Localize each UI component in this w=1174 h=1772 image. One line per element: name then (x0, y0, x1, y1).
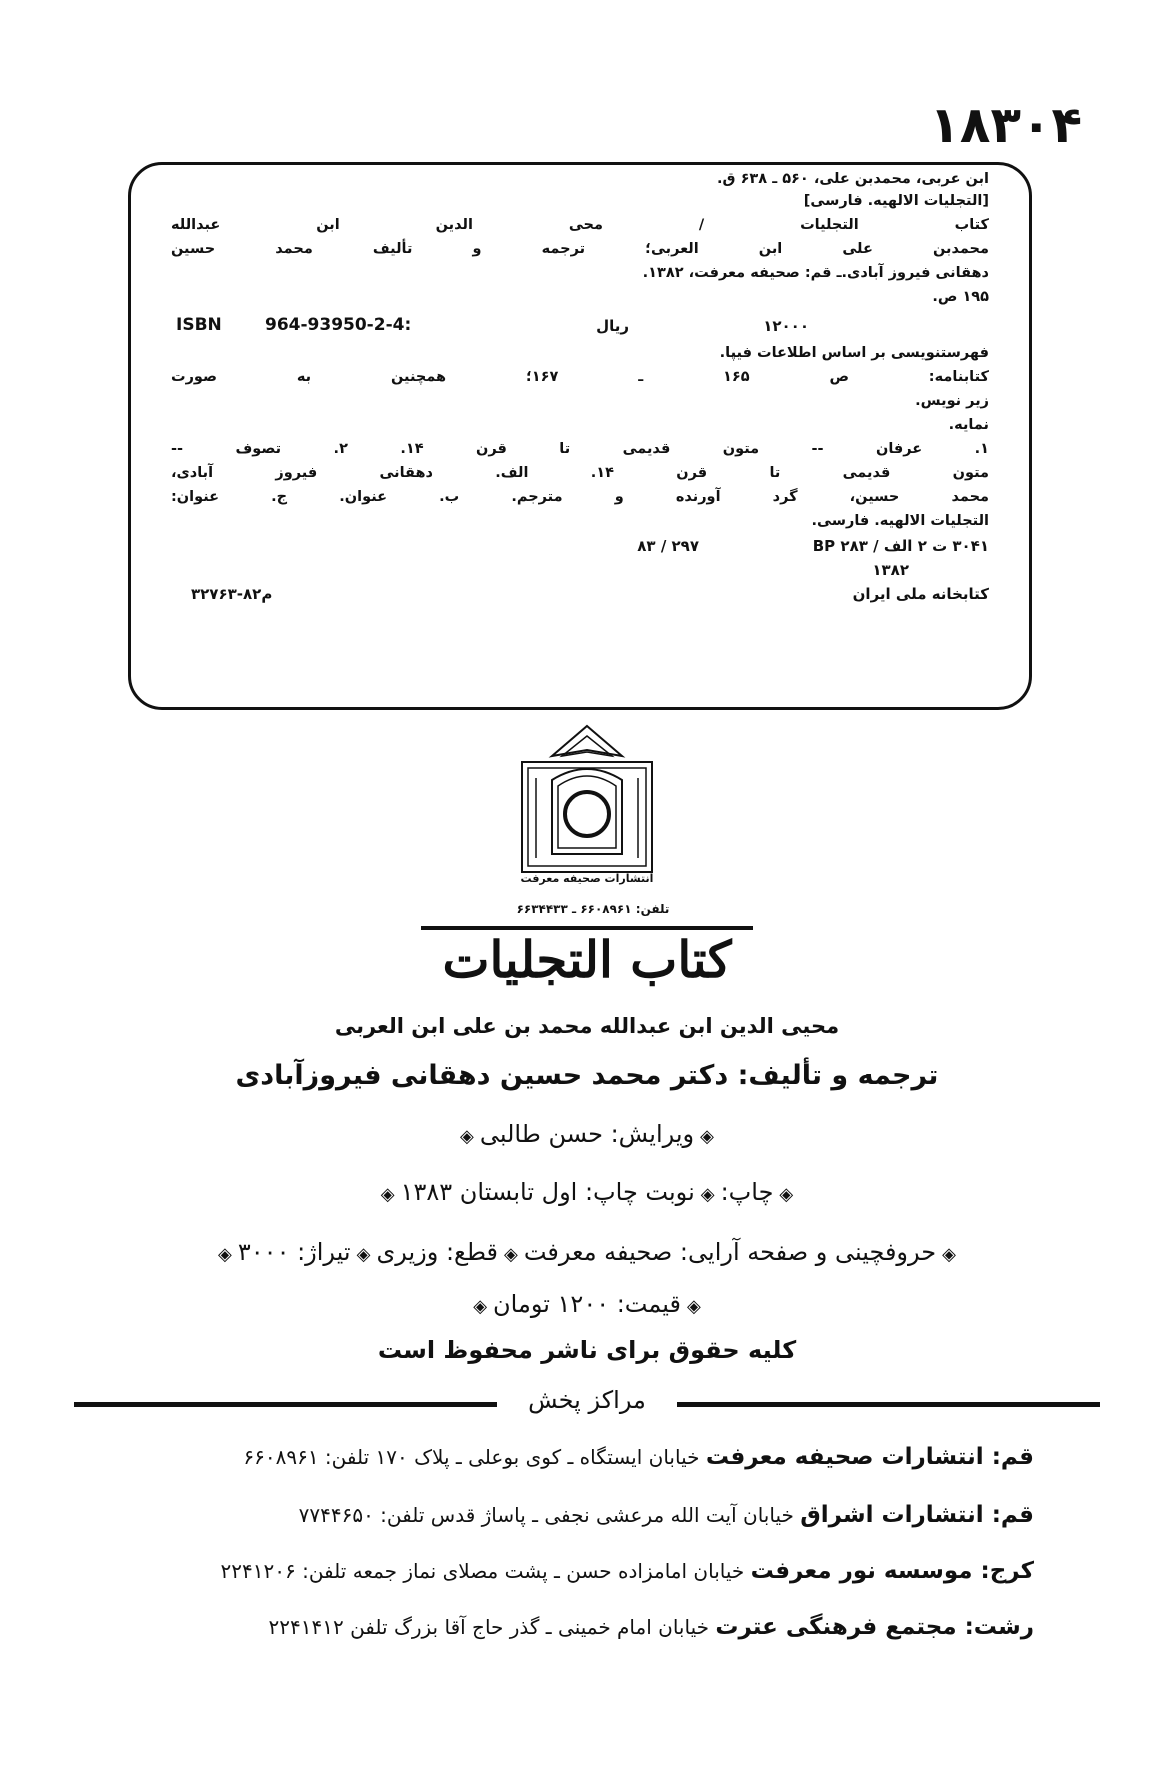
distribution-heading: مراکز پخش (497, 1386, 677, 1414)
author-line: محیی الدین ابن عبدالله محمد بن علی ابن العربی (334, 1014, 840, 1038)
distributor-name: کرج: موسسه نور معرفت (750, 1558, 1034, 1584)
cip-record-number: م۸۲-۳۲۷۶۳ (191, 585, 273, 603)
format-text: قطع: وزیری (376, 1238, 498, 1266)
distributor-name: رشت: مجتمع فرهنگی عترت (715, 1614, 1034, 1640)
cip-line: کتاب التجلیات / محی الدین ابن عبدالله (171, 217, 989, 233)
cip-price-unit: ریال (596, 317, 629, 335)
price-line (0, 1290, 1174, 1318)
price-text: قیمت: ۱۲۰۰ تومان (493, 1290, 681, 1318)
diamond-bullet-icon: ◈ (503, 1244, 518, 1265)
print-edition: نوبت چاپ: اول تابستان ۱۳۸۳ (400, 1178, 695, 1206)
translator-line: ترجمه و تألیف: دکتر محمد حسین دهقانی فیروزآبادی (235, 1060, 939, 1091)
cip-line: [التجلیات الالهیه. فارسی] (803, 193, 989, 209)
distributor-item (243, 1444, 1034, 1470)
distributor-item (221, 1558, 1034, 1584)
diamond-bullet-icon: ◈ (779, 1184, 794, 1205)
typesetting-text: حروفچینی و صفحه آرایی: صحیفه معرفت (523, 1238, 937, 1266)
cip-library: کتابخانه ملی ایران (852, 585, 989, 603)
publisher-phone: تلفن: ۶۶۰۸۹۶۱ ـ ۶۶۳۴۴۳۳ (516, 902, 670, 916)
diamond-bullet-icon: ◈ (218, 1244, 232, 1265)
cip-line: ۱۹۵ ص. (932, 289, 989, 305)
cip-line: محمدبن علی ابن العربی؛ ترجمه و تألیف محمد حسین (171, 241, 989, 257)
cip-line: زیر نویس. (915, 393, 989, 409)
print-line (0, 1178, 1174, 1206)
cip-line: فهرستنویسی بر اساس اطلاعات فیپا. (719, 345, 989, 361)
print-label: چاپ: (720, 1178, 774, 1206)
publisher-logo (512, 722, 662, 892)
circulation-text: تیراژ: ۳۰۰۰ (237, 1238, 351, 1266)
cip-price: ۱۲۰۰۰ (763, 317, 809, 335)
cip-classification: ۳۰۴۱ ت ۲ الف / ۲۸۳ BP (812, 537, 989, 555)
distributor-address: خیابان امام خمینی ـ گذر حاج آقا بزرگ تلفن ۲۲۴۱۴۱۲ (268, 1615, 709, 1639)
diamond-bullet-icon: ◈ (942, 1244, 956, 1265)
distributor-item (299, 1502, 1034, 1528)
diamond-bullet-icon: ◈ (460, 1126, 474, 1147)
diamond-bullet-icon: ◈ (473, 1296, 488, 1317)
diamond-bullet-icon: ◈ (700, 1126, 714, 1147)
rights-notice: کلیه حقوق برای ناشر محفوظ است (377, 1336, 797, 1364)
book-title: کتاب التجلیات (442, 930, 732, 989)
distributor-name: قم: انتشارات صحیفه معرفت (705, 1444, 1034, 1470)
cip-line: نمایه. (948, 417, 989, 433)
distributor-address: خیابان ایستگاه ـ کوی بوعلی ـ پلاک ۱۷۰ تلفن: ۶۶۰۸۹۶۱ (243, 1445, 700, 1469)
cip-line: دهقانی فیروز آبادی.ـ قم: صحیفه معرفت، ۱۳۸۲. (642, 265, 989, 281)
cip-line: ۱. عرفان -- متون قدیمی تا قرن ۱۴. ۲. تصوف -- (171, 441, 989, 457)
editor-line (0, 1120, 1174, 1148)
production-line (0, 1238, 1174, 1266)
diamond-bullet-icon: ◈ (380, 1184, 395, 1205)
cip-line: التجلیات الالهیه. فارسی. (811, 513, 989, 529)
distributor-item (269, 1614, 1034, 1640)
cip-isbn: 964-93950-2-4: (265, 315, 412, 335)
logo-caption: انتشارات صحیفه معرفت (520, 872, 654, 885)
cip-classification-dewey: ۲۹۷ / ۸۳ (637, 537, 699, 555)
distributor-name: قم: انتشارات اشراق (800, 1502, 1034, 1528)
diamond-bullet-icon: ◈ (686, 1296, 701, 1317)
cip-line: کتابنامه: ص ۱۶۵ ـ ۱۶۷؛ همچنین به صورت (171, 369, 989, 385)
cip-line: متون قدیمی تا قرن ۱۴. الف. دهقانی فیروز آبادی، (171, 465, 989, 481)
editor-text: ویرایش: حسن طالبی (479, 1120, 695, 1148)
cip-line: ابن عربی، محمدبن علی، ۵۶۰ ـ ۶۳۸ ق. (717, 171, 989, 187)
cip-year: ۱۳۸۲ (872, 561, 909, 579)
cip-box (128, 162, 1032, 710)
cip-isbn-label: ISBN (176, 315, 222, 335)
cip-line: محمد حسین، گرد آورنده و مترجم. ب. عنوان. ج. عنوان: (171, 489, 989, 505)
page-number: ۱۸۳۰۴ (929, 96, 1082, 154)
distributor-address: خیابان امامزاده حسن ـ پشت مصلای نماز جمعه تلفن: ۲۲۴۱۲۰۶ (220, 1559, 745, 1583)
diamond-bullet-icon: ◈ (356, 1244, 371, 1265)
diamond-bullet-icon: ◈ (700, 1184, 715, 1205)
distributor-address: خیابان آیت الله مرعشی نجفی ـ پاساژ قدس تلفن: ۷۷۴۴۶۵۰ (298, 1503, 794, 1527)
